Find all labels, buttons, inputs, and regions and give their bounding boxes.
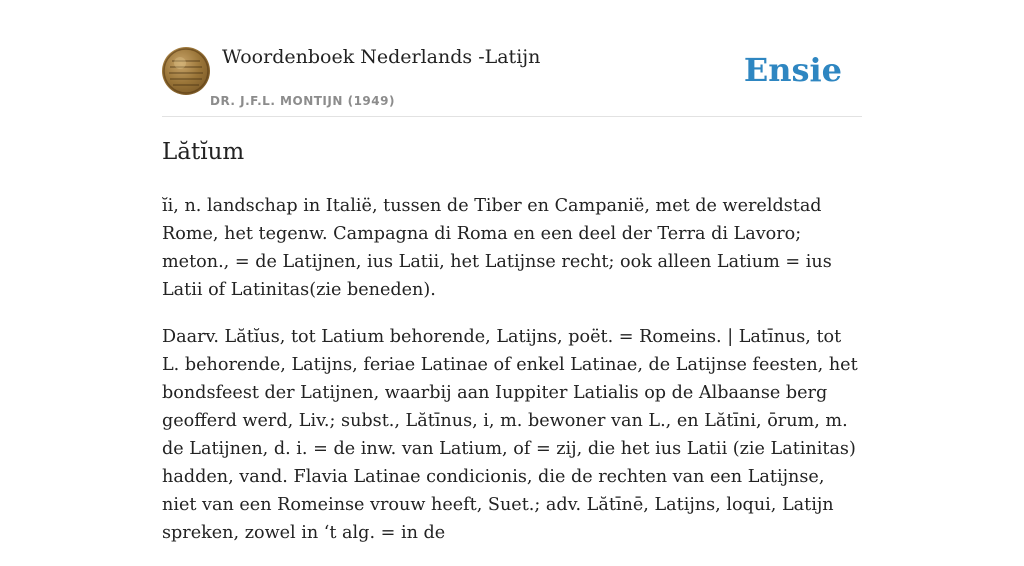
entry-paragraph: Daarv. Lătĭus, tot Latium behorende, Latijns, poët. = Romeins. | Latīnus, tot L. behorende, Latijns, feriae Latinae of enkel Latinae, de Latijnse feesten, het bondsfeest der Latijnen, waarbij aan Iuppiter Latialis op de Albaanse berg geofferd werd, Liv.; subst., Lătīnus, i, m. bewoner van L., en Lătīni, ōrum, m. de Latijnen, d. i. = de inw. van Latium, of = zij, die het ius Latii (zie Latinitas) hadden, vand. Flavia Latinae condicionis, die de rechten van een Latijnse, niet van een Romeinse vrouw heeft, Suet.; adv. Lătīnē, Latijns, loqui, Latijn spreken, zowel in ‘t alg. = in de: [162, 327, 858, 543]
dictionary-header: [162, 40, 862, 117]
coin-icon[interactable]: [162, 47, 210, 95]
dictionary-author: DR. J.F.L. MONTIJN (1949): [210, 94, 395, 108]
coin-engraving: [162, 47, 210, 95]
entry-title: Lătĭum: [162, 139, 245, 165]
dictionary-title[interactable]: Woordenboek Nederlands -Latijn: [222, 46, 541, 68]
ensie-logo-link[interactable]: Ensie: [743, 51, 842, 89]
entry-body: [162, 192, 862, 566]
entry-paragraph: ĭi, n. landschap in Italië, tussen de Tiber en Campanië, met de wereldstad Rome, het tegenw. Campagna di Roma en een deel der Terra di Lavoro; meton., = de Latijnen, ius Latii, het Latijnse recht; ook alleen Latium = ius Latii of Latinitas(zie beneden).: [162, 196, 832, 300]
